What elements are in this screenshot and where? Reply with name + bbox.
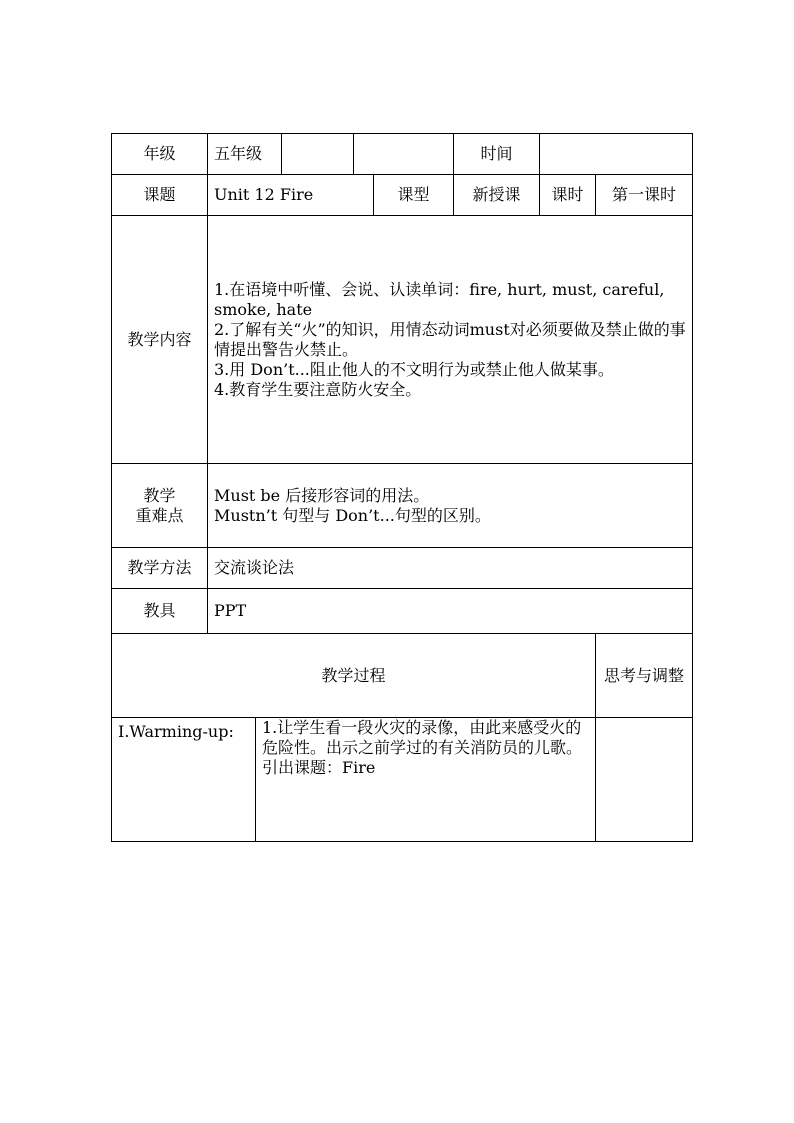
tools-label: 教具 bbox=[112, 589, 208, 634]
lesson-type-value: 新授课 bbox=[454, 175, 540, 216]
process-label: 教学过程 bbox=[112, 634, 596, 718]
time-label: 时间 bbox=[454, 134, 540, 175]
reflect-label: 思考与调整 bbox=[596, 634, 693, 718]
warmup-text: 1.让学生看一段火灾的录像，由此来感受火的危险性。出示之前学过的有关消防员的儿歌。引出课题：Fire bbox=[256, 718, 596, 842]
warmup-note bbox=[596, 718, 693, 842]
period-value: 第一课时 bbox=[596, 175, 693, 216]
method-label: 教学方法 bbox=[112, 548, 208, 589]
topic-value: Unit 12 Fire bbox=[208, 175, 374, 216]
key-point-1: Must be 后接形容词的用法。 bbox=[214, 485, 430, 505]
blank-cell-1 bbox=[282, 134, 354, 175]
grade-label: 年级 bbox=[112, 134, 208, 175]
method-value: 交流谈论法 bbox=[208, 548, 693, 589]
method-row bbox=[112, 548, 693, 589]
content-item-2: 2.了解有关“火”的知识，用情态动词must对必须要做及禁止做的事情提出警告火禁止。 bbox=[214, 319, 686, 359]
grade-row bbox=[112, 134, 693, 175]
content-row bbox=[112, 216, 693, 464]
key-points-body bbox=[208, 464, 693, 548]
process-header-row bbox=[112, 634, 693, 718]
key-points-label bbox=[112, 464, 208, 548]
warmup-label: Ⅰ.Warming-up: bbox=[112, 718, 256, 842]
blank-cell-2 bbox=[354, 134, 454, 175]
time-value bbox=[540, 134, 693, 175]
key-point-2: Mustn’t 句型与 Don’t...句型的区别。 bbox=[214, 505, 491, 525]
content-body bbox=[208, 216, 693, 464]
content-item-4: 4.教育学生要注意防火安全。 bbox=[214, 379, 422, 399]
topic-row bbox=[112, 175, 693, 216]
content-item-1: 1.在语境中听懂、会说、认读单词：fire, hurt, must, careful, smoke, hate bbox=[214, 279, 665, 319]
topic-label: 课题 bbox=[112, 175, 208, 216]
lesson-type-label: 课型 bbox=[374, 175, 454, 216]
grade-value: 五年级 bbox=[208, 134, 282, 175]
content-item-3: 3.用 Don’t...阻止他人的不文明行为或禁止他人做某事。 bbox=[214, 359, 614, 379]
key-points-row bbox=[112, 464, 693, 548]
content-label: 教学内容 bbox=[112, 216, 208, 464]
warmup-row bbox=[112, 718, 693, 842]
tools-row bbox=[112, 589, 693, 634]
period-label: 课时 bbox=[540, 175, 596, 216]
lesson-plan-table bbox=[111, 133, 693, 842]
key-points-label-line-2: 重难点 bbox=[135, 505, 184, 525]
tools-value: PPT bbox=[208, 589, 693, 634]
key-points-label-line-1: 教学 bbox=[143, 485, 176, 505]
